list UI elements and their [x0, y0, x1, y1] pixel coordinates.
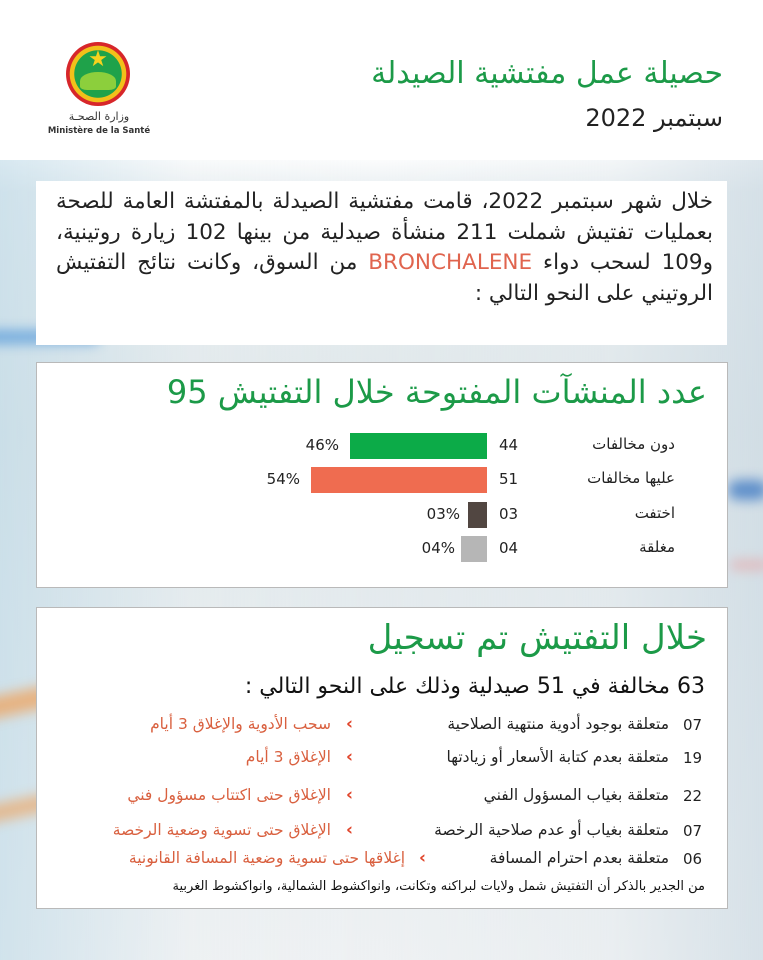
page-title: حصيلة عمل مفتشية الصيدلة: [371, 56, 723, 91]
violation-action: الإغلاق حتى اكتتاب مسؤول فني: [127, 786, 331, 804]
bar-count: 44: [499, 436, 519, 454]
bar-percentage: 04%: [421, 539, 455, 557]
violation-description: متعلقة بغياب المسؤول الفني: [483, 786, 669, 804]
violation-count: 22: [683, 787, 703, 805]
bar-label: عليها مخالفات: [587, 469, 675, 487]
violation-row: [37, 785, 729, 811]
bar-no-violations: [350, 433, 487, 459]
bar-count: 04: [499, 539, 519, 557]
star-icon: ★: [88, 47, 108, 72]
background-decoration: [730, 560, 763, 570]
violation-count: 19: [683, 749, 703, 767]
bar-closed: [461, 536, 487, 562]
bar-disappeared: [468, 502, 487, 528]
chart-title: عدد المنشآت المفتوحة خلال التفتيش 95: [166, 373, 707, 411]
intro-panel: [36, 181, 727, 345]
chevron-left-icon: ‹: [346, 785, 354, 805]
bar-count: 03: [499, 505, 519, 523]
violation-row: [37, 747, 729, 773]
bar-row: [37, 433, 729, 459]
violation-count: 07: [683, 822, 703, 840]
violation-description: متعلقة بعدم كتابة الأسعار أو زيادتها: [446, 748, 669, 766]
violation-action: سحب الأدوية والإغلاق 3 أيام: [150, 715, 331, 733]
background-decoration: [728, 480, 763, 500]
bar-label: مغلقة: [639, 538, 675, 556]
palm-icon: [80, 72, 116, 90]
bar-with-violations: [311, 467, 487, 493]
bar-label: اختفت: [634, 504, 675, 522]
violations-summary: 63 مخالفة في 51 صيدلية وذلك على النحو التالي :: [244, 674, 705, 699]
chevron-left-icon: ‹: [346, 714, 354, 734]
bar-percentage: 03%: [426, 505, 460, 523]
violation-action: الإغلاق حتى تسوية وضعية الرخصة: [112, 821, 331, 839]
intro-text: خلال شهر سبتمبر 2022، قامت مفتشية الصيدلة بالمفتشة العامة للصحة بعمليات تفتيش شملت 211 منشأة صيدلية من بينها 102 زيارة روتينية، و109 لسحب دواء: [56, 189, 713, 275]
ministry-name-arabic: وزارة الصحـة: [68, 110, 130, 123]
bar-row: [37, 467, 729, 493]
header: [0, 0, 763, 160]
bar-count: 51: [499, 470, 519, 488]
violation-description: متعلقة بعدم احترام المسافة: [489, 849, 669, 867]
violations-title: خلال التفتيش تم تسجيل: [367, 618, 707, 658]
drug-name: BRONCHALENE: [368, 250, 533, 275]
violation-count: 07: [683, 716, 703, 734]
chart-panel: [36, 362, 728, 588]
bar-percentage: 46%: [305, 436, 339, 454]
chevron-left-icon: ‹: [346, 820, 354, 840]
violation-action: إغلاقها حتى تسوية وضعية المسافة القانونية: [128, 849, 405, 867]
coverage-note: من الجدير بالذكر أن التفتيش شمل ولايات لبراكنه وتكانت، وانواكشوط الشمالية، وانواكشوط الغربية: [172, 879, 705, 894]
violation-description: متعلقة بوجود أدوية منتهية الصلاحية: [447, 715, 669, 733]
bar-row: [37, 536, 729, 562]
violation-row: [37, 714, 729, 740]
violation-row: [37, 848, 729, 874]
ministry-name-french: Ministère de la Santé: [47, 126, 151, 136]
violation-count: 06: [683, 850, 703, 868]
bar-label: دون مخالفات: [592, 435, 675, 453]
violations-panel: [36, 607, 728, 909]
violation-row: [37, 820, 729, 846]
violation-description: متعلقة بغياب أو عدم صلاحية الرخصة: [434, 821, 669, 839]
chevron-left-icon: ‹: [419, 848, 427, 868]
bar-percentage: 54%: [266, 470, 300, 488]
intro-text-end: من السوق، وكانت نتائج التفتيش الروتيني على النحو التالي :: [56, 250, 713, 306]
ministry-emblem-icon: [66, 42, 130, 106]
page-subtitle: سبتمبر 2022: [585, 104, 723, 132]
chevron-left-icon: ‹: [346, 747, 354, 767]
violation-action: الإغلاق 3 أيام: [245, 748, 331, 766]
bar-row: [37, 502, 729, 528]
